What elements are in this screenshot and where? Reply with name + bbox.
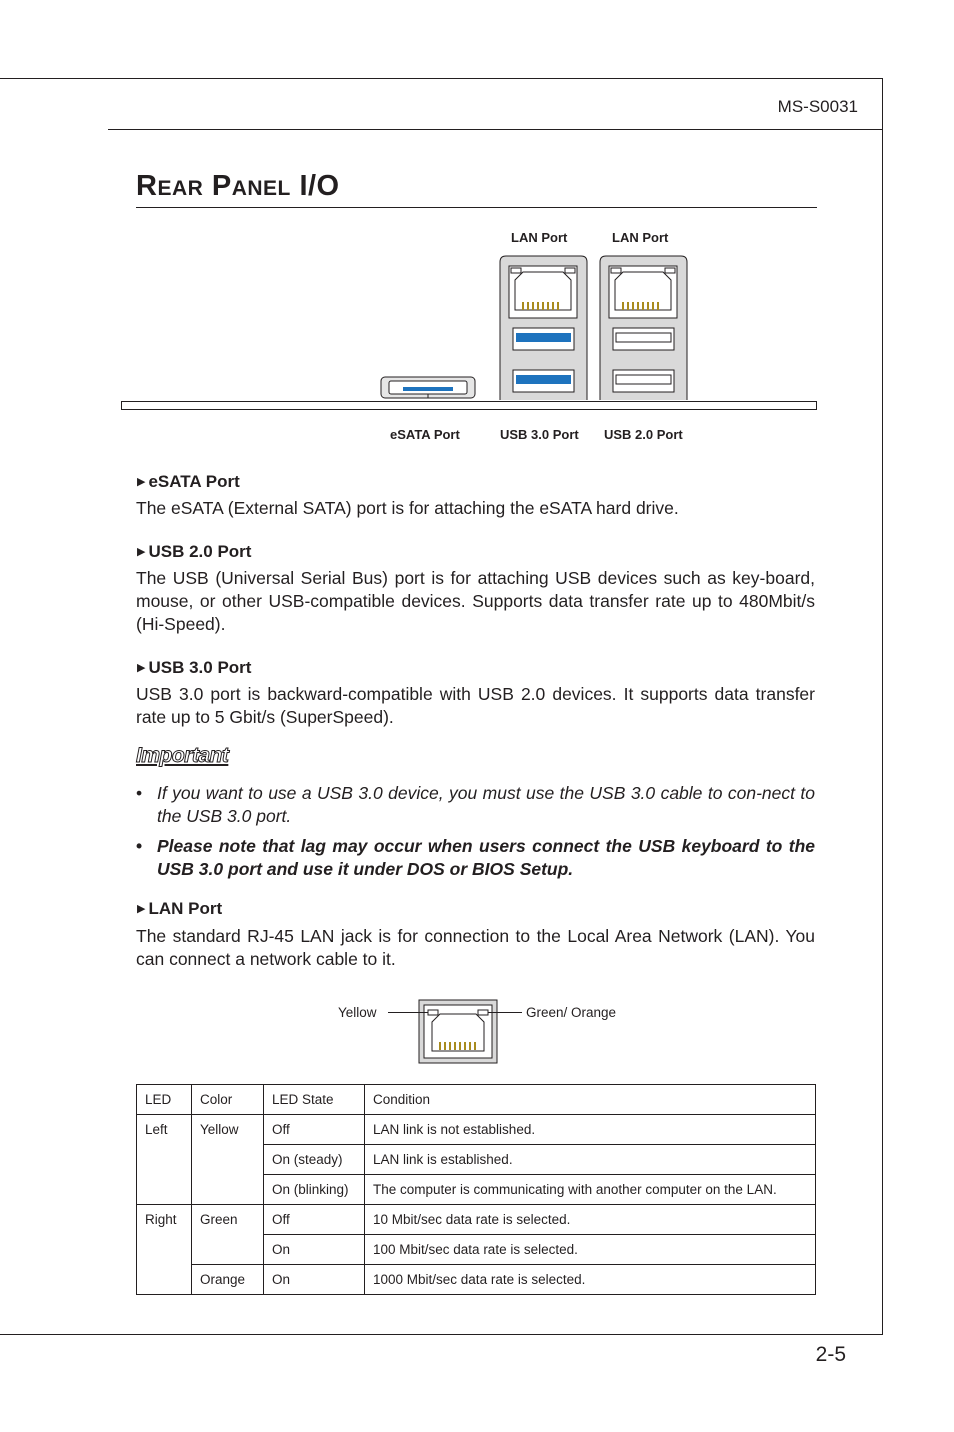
led-left-cell: Left: [137, 1115, 192, 1205]
header-rule: [108, 129, 883, 130]
state-cell: On: [264, 1235, 365, 1265]
footer-rule: [0, 1334, 883, 1335]
arrow-bullet-icon: ▶: [137, 903, 146, 915]
condition-cell: LAN link is not established.: [365, 1115, 816, 1145]
color-orange-cell: Orange: [192, 1265, 264, 1295]
condition-cell: 100 Mbit/sec data rate is selected.: [365, 1235, 816, 1265]
esata-port-label: eSATA Port: [390, 427, 460, 442]
green-orange-led-label: Green/ Orange: [526, 1005, 617, 1020]
state-cell: Off: [264, 1205, 365, 1235]
usb2-heading: ▶ USB 2.0 Port: [137, 542, 252, 561]
panel-bar: [122, 402, 817, 410]
usb3-body: USB 3.0 port is backward-compatible with USB 2.0 devices. It supports data transfer rate up to 5 Gbit/s (SuperSpeed).: [136, 684, 815, 727]
top-rule: [0, 78, 883, 79]
color-green-cell: Green: [192, 1205, 264, 1265]
port-stack-2: [600, 256, 687, 400]
usb2-port-icon-2: [613, 370, 674, 392]
usb2-body: The USB (Universal Serial Bus) port is for attaching USB devices such as key-board, mouse, or other USB-compatible devices. Supports data transfer rate up to 480Mbit/s (Hi-Speed).: [136, 568, 815, 634]
header-color: Color: [192, 1085, 264, 1115]
important-bullet-2: • Please note that lag may occur when users connect the USB keyboard to the USB 3.0 port and use it under DOS or BIOS Setup.: [136, 836, 815, 879]
page-title: REAR PANEL I/O: [136, 170, 340, 202]
header-condition: Condition: [365, 1085, 816, 1115]
title-rule: [136, 207, 817, 208]
port-stack-1: [500, 256, 587, 400]
page-number: 2-5: [815, 1343, 846, 1366]
rear-panel-svg: [0, 250, 954, 450]
state-cell: Off: [264, 1115, 365, 1145]
arrow-bullet-icon: ▶: [137, 546, 146, 558]
table-row: [137, 1115, 816, 1145]
condition-cell: LAN link is established.: [365, 1145, 816, 1175]
usb2-port-label: USB 2.0 Port: [604, 427, 683, 442]
esata-connector-icon: [381, 377, 475, 398]
header-led-state: LED State: [264, 1085, 365, 1115]
table-row: [137, 1205, 816, 1235]
state-cell: On (blinking): [264, 1175, 365, 1205]
yellow-led-label: Yellow: [338, 1005, 377, 1020]
condition-cell: 1000 Mbit/sec data rate is selected.: [365, 1265, 816, 1295]
table-row: [137, 1265, 816, 1295]
condition-cell: 10 Mbit/sec data rate is selected.: [365, 1205, 816, 1235]
led-table: [136, 1084, 816, 1295]
arrow-bullet-icon: ▶: [137, 476, 146, 488]
led-right-cell: Right: [137, 1205, 192, 1295]
lan-jack-detail-icon: [0, 995, 954, 1065]
usb3-port-icon-1: [513, 328, 574, 350]
condition-cell: The computer is communicating with another computer on the LAN.: [365, 1175, 816, 1205]
lan-jack-icon-1: [509, 266, 577, 318]
arrow-bullet-icon: ▶: [137, 662, 146, 674]
usb3-port-label: USB 3.0 Port: [500, 427, 579, 442]
usb3-heading: ▶ USB 3.0 Port: [137, 658, 252, 677]
lan-port-label-2: LAN Port: [612, 230, 669, 245]
color-yellow-cell: Yellow: [192, 1115, 264, 1205]
lan-heading: ▶ LAN Port: [137, 899, 223, 918]
important-title: Important: [136, 744, 229, 767]
esata-body: The eSATA (External SATA) port is for attaching the eSATA hard drive.: [136, 498, 679, 518]
state-cell: On (steady): [264, 1145, 365, 1175]
usb2-port-icon-1: [613, 328, 674, 350]
model-number: MS-S0031: [777, 97, 858, 116]
lan-port-label-1: LAN Port: [511, 230, 568, 245]
important-bullet-1: • If you want to use a USB 3.0 device, you must use the USB 3.0 cable to con-nect to the USB 3.0 port.: [136, 783, 815, 826]
table-header-row: [137, 1085, 816, 1115]
state-cell: On: [264, 1265, 365, 1295]
lan-jack-icon-2: [609, 266, 677, 318]
usb3-port-icon-2: [513, 370, 574, 392]
lan-body: The standard RJ-45 LAN jack is for connection to the Local Area Network (LAN). You can connect a network cable to it.: [136, 926, 815, 969]
esata-heading: ▶ eSATA Port: [137, 472, 240, 491]
header-led: LED: [137, 1085, 192, 1115]
